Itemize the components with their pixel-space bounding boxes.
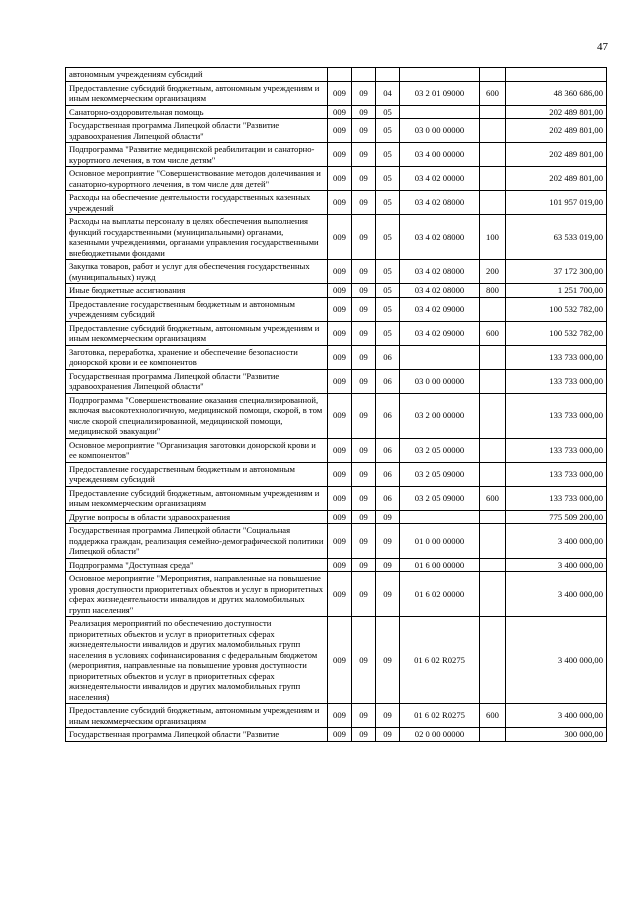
section-code-cell: 09 (352, 119, 376, 143)
ministry-code-cell: 009 (328, 438, 352, 462)
target-article-cell (400, 68, 480, 82)
row-name-cell: Государственная программа Липецкой области "Развитие (66, 728, 328, 742)
table-row (66, 393, 607, 438)
subsection-code-cell: 05 (376, 284, 400, 298)
expense-type-cell (480, 438, 506, 462)
row-name-cell: Реализация мероприятий по обеспечению доступности приоритетных объектов и услуг в приоритетных сферах жизнедеятельности инвалидов и других маломобильных групп населения в условиях софинансирования с федеральным бюджетом (мероприятия, направленные на повышение уровня доступности приоритетных объектов и услуг в приоритетных сферах жизнедеятельности инвалидов и других маломобильных групп населения) (66, 617, 328, 704)
amount-cell: 202 489 801,00 (506, 143, 607, 167)
subsection-code-cell: 09 (376, 558, 400, 572)
amount-cell: 3 400 000,00 (506, 572, 607, 617)
ministry-code-cell: 009 (328, 558, 352, 572)
expense-type-cell (480, 369, 506, 393)
expense-type-cell (480, 167, 506, 191)
expense-type-cell: 600 (480, 321, 506, 345)
target-article-cell: 01 0 00 00000 (400, 524, 480, 559)
amount-cell: 133 733 000,00 (506, 438, 607, 462)
table-row (66, 119, 607, 143)
section-code-cell: 09 (352, 524, 376, 559)
ministry-code-cell: 009 (328, 728, 352, 742)
expense-type-cell (480, 297, 506, 321)
section-code-cell: 09 (352, 486, 376, 510)
amount-cell: 1 251 700,00 (506, 284, 607, 298)
target-article-cell: 02 0 00 00000 (400, 728, 480, 742)
table-row (66, 704, 607, 728)
table-row (66, 486, 607, 510)
expense-type-cell: 200 (480, 260, 506, 284)
target-article-cell: 03 4 02 08000 (400, 284, 480, 298)
target-article-cell: 01 6 00 00000 (400, 558, 480, 572)
expense-type-cell (480, 143, 506, 167)
expense-type-cell (480, 572, 506, 617)
amount-cell: 133 733 000,00 (506, 486, 607, 510)
table-row (66, 572, 607, 617)
page-number: 47 (597, 41, 608, 53)
amount-cell: 133 733 000,00 (506, 345, 607, 369)
row-name-cell: Предоставление субсидий бюджетным, автономным учреждениям и иным некоммерческим организациям (66, 321, 328, 345)
row-name-cell: Предоставление субсидий бюджетным, автономным учреждениям и иным некоммерческим организациям (66, 486, 328, 510)
ministry-code-cell: 009 (328, 345, 352, 369)
ministry-code-cell: 009 (328, 284, 352, 298)
subsection-code-cell: 05 (376, 143, 400, 167)
ministry-code-cell: 009 (328, 704, 352, 728)
expense-type-cell (480, 393, 506, 438)
subsection-code-cell: 09 (376, 572, 400, 617)
ministry-code-cell: 009 (328, 105, 352, 119)
ministry-code-cell: 009 (328, 260, 352, 284)
expense-type-cell: 600 (480, 486, 506, 510)
row-name-cell: Предоставление субсидий бюджетным, автономным учреждениям и иным некоммерческим организациям (66, 81, 328, 105)
row-name-cell: Заготовка, переработка, хранение и обеспечение безопасности донорской крови и ее компонентов (66, 345, 328, 369)
expense-type-cell (480, 105, 506, 119)
amount-cell: 63 533 019,00 (506, 215, 607, 260)
section-code-cell: 09 (352, 462, 376, 486)
table-row (66, 524, 607, 559)
section-code-cell: 09 (352, 167, 376, 191)
table-row (66, 143, 607, 167)
amount-cell: 100 532 782,00 (506, 297, 607, 321)
section-code-cell (352, 68, 376, 82)
ministry-code-cell: 009 (328, 486, 352, 510)
row-name-cell: Государственная программа Липецкой области "Развитие здравоохранения Липецкой области" (66, 119, 328, 143)
amount-cell: 3 400 000,00 (506, 558, 607, 572)
target-article-cell (400, 510, 480, 524)
target-article-cell: 03 4 02 08000 (400, 215, 480, 260)
row-name-cell: Основное мероприятие "Организация заготовки донорской крови и ее компонентов" (66, 438, 328, 462)
section-code-cell: 09 (352, 345, 376, 369)
table-row (66, 297, 607, 321)
section-code-cell: 09 (352, 105, 376, 119)
row-name-cell: Предоставление субсидий бюджетным, автономным учреждениям и иным некоммерческим организациям (66, 704, 328, 728)
ministry-code-cell: 009 (328, 462, 352, 486)
section-code-cell: 09 (352, 143, 376, 167)
row-name-cell: Расходы на обеспечение деятельности государственных казенных учреждений (66, 191, 328, 215)
ministry-code-cell: 009 (328, 393, 352, 438)
table-row (66, 558, 607, 572)
ministry-code-cell: 009 (328, 617, 352, 704)
expense-type-cell (480, 68, 506, 82)
target-article-cell: 03 4 02 08000 (400, 260, 480, 284)
expense-type-cell: 100 (480, 215, 506, 260)
section-code-cell: 09 (352, 617, 376, 704)
expense-type-cell (480, 728, 506, 742)
table-row (66, 215, 607, 260)
table-row (66, 81, 607, 105)
amount-cell: 37 172 300,00 (506, 260, 607, 284)
section-code-cell: 09 (352, 284, 376, 298)
amount-cell: 3 400 000,00 (506, 704, 607, 728)
ministry-code-cell: 009 (328, 524, 352, 559)
amount-cell: 48 360 686,00 (506, 81, 607, 105)
target-article-cell: 03 4 02 00000 (400, 167, 480, 191)
subsection-code-cell: 09 (376, 704, 400, 728)
subsection-code-cell: 09 (376, 728, 400, 742)
ministry-code-cell: 009 (328, 572, 352, 617)
target-article-cell: 01 6 02 R0275 (400, 704, 480, 728)
expense-type-cell (480, 191, 506, 215)
ministry-code-cell: 009 (328, 369, 352, 393)
amount-cell: 133 733 000,00 (506, 462, 607, 486)
target-article-cell: 01 6 02 R0275 (400, 617, 480, 704)
expense-type-cell (480, 462, 506, 486)
amount-cell: 3 400 000,00 (506, 524, 607, 559)
expense-type-cell (480, 119, 506, 143)
row-name-cell: Другие вопросы в области здравоохранения (66, 510, 328, 524)
amount-cell: 100 532 782,00 (506, 321, 607, 345)
expense-type-cell: 600 (480, 81, 506, 105)
target-article-cell: 03 0 00 00000 (400, 119, 480, 143)
ministry-code-cell: 009 (328, 81, 352, 105)
amount-cell: 3 400 000,00 (506, 617, 607, 704)
section-code-cell: 09 (352, 215, 376, 260)
ministry-code-cell (328, 68, 352, 82)
subsection-code-cell: 06 (376, 369, 400, 393)
expense-type-cell (480, 558, 506, 572)
amount-cell: 101 957 019,00 (506, 191, 607, 215)
expense-type-cell (480, 510, 506, 524)
amount-cell: 133 733 000,00 (506, 393, 607, 438)
target-article-cell: 03 2 05 00000 (400, 438, 480, 462)
target-article-cell: 03 2 05 09000 (400, 462, 480, 486)
row-name-cell: Государственная программа Липецкой области "Социальная поддержка граждан, реализация семейно-демографической политики Липецкой области" (66, 524, 328, 559)
target-article-cell: 03 4 02 08000 (400, 191, 480, 215)
row-name-cell: Расходы на выплаты персоналу в целях обеспечения выполнения функций государственными (муниципальными) органами, казенными учреждениями, органами управления государственными внебюджетными фондами (66, 215, 328, 260)
table-row (66, 105, 607, 119)
target-article-cell: 03 0 00 00000 (400, 369, 480, 393)
subsection-code-cell: 09 (376, 510, 400, 524)
table-row (66, 438, 607, 462)
target-article-cell: 01 6 02 00000 (400, 572, 480, 617)
row-name-cell: Основное мероприятие "Мероприятия, направленные на повышение уровня доступности приоритетных объектов и услуг в приоритетных сферах жизнедеятельности инвалидов и других маломобильных групп населения" (66, 572, 328, 617)
section-code-cell: 09 (352, 558, 376, 572)
row-name-cell: Закупка товаров, работ и услуг для обеспечения государственных (муниципальных) нужд (66, 260, 328, 284)
target-article-cell: 03 4 02 09000 (400, 321, 480, 345)
ministry-code-cell: 009 (328, 191, 352, 215)
row-name-cell: Предоставление государственным бюджетным и автономным учреждениям субсидий (66, 462, 328, 486)
subsection-code-cell: 05 (376, 297, 400, 321)
budget-table (65, 67, 607, 742)
table-row (66, 510, 607, 524)
section-code-cell: 09 (352, 260, 376, 284)
subsection-code-cell (376, 68, 400, 82)
target-article-cell (400, 345, 480, 369)
subsection-code-cell: 05 (376, 321, 400, 345)
section-code-cell: 09 (352, 728, 376, 742)
amount-cell: 202 489 801,00 (506, 119, 607, 143)
table-row (66, 321, 607, 345)
subsection-code-cell: 05 (376, 105, 400, 119)
section-code-cell: 09 (352, 510, 376, 524)
expense-type-cell (480, 524, 506, 559)
table-row (66, 167, 607, 191)
expense-type-cell: 600 (480, 704, 506, 728)
section-code-cell: 09 (352, 572, 376, 617)
target-article-cell: 03 2 01 09000 (400, 81, 480, 105)
subsection-code-cell: 06 (376, 486, 400, 510)
target-article-cell: 03 4 02 09000 (400, 297, 480, 321)
row-name-cell: автономным учреждениям субсидий (66, 68, 328, 82)
subsection-code-cell: 05 (376, 215, 400, 260)
table-row (66, 617, 607, 704)
amount-cell: 775 509 200,00 (506, 510, 607, 524)
amount-cell: 202 489 801,00 (506, 105, 607, 119)
row-name-cell: Санаторно-оздоровительная помощь (66, 105, 328, 119)
amount-cell (506, 68, 607, 82)
table-row (66, 345, 607, 369)
table-row (66, 260, 607, 284)
ministry-code-cell: 009 (328, 510, 352, 524)
ministry-code-cell: 009 (328, 215, 352, 260)
row-name-cell: Государственная программа Липецкой области "Развитие здравоохранения Липецкой области" (66, 369, 328, 393)
expense-type-cell (480, 617, 506, 704)
subsection-code-cell: 05 (376, 167, 400, 191)
row-name-cell: Подпрограмма "Развитие медицинской реабилитации и санаторно-курортного лечения, в том числе детям" (66, 143, 328, 167)
row-name-cell: Основное мероприятие "Совершенствование методов долечивания и санаторно-курортного лечения, в том числе для детей" (66, 167, 328, 191)
expense-type-cell: 800 (480, 284, 506, 298)
target-article-cell: 03 2 00 00000 (400, 393, 480, 438)
subsection-code-cell: 06 (376, 438, 400, 462)
section-code-cell: 09 (352, 321, 376, 345)
table-row (66, 462, 607, 486)
row-name-cell: Подпрограмма "Доступная среда" (66, 558, 328, 572)
ministry-code-cell: 009 (328, 297, 352, 321)
subsection-code-cell: 04 (376, 81, 400, 105)
subsection-code-cell: 06 (376, 393, 400, 438)
subsection-code-cell: 06 (376, 462, 400, 486)
target-article-cell: 03 4 00 00000 (400, 143, 480, 167)
section-code-cell: 09 (352, 438, 376, 462)
table-row (66, 191, 607, 215)
table-row (66, 369, 607, 393)
subsection-code-cell: 06 (376, 345, 400, 369)
table-row (66, 284, 607, 298)
expense-type-cell (480, 345, 506, 369)
section-code-cell: 09 (352, 704, 376, 728)
amount-cell: 300 000,00 (506, 728, 607, 742)
table-row (66, 68, 607, 82)
target-article-cell (400, 105, 480, 119)
ministry-code-cell: 009 (328, 167, 352, 191)
subsection-code-cell: 05 (376, 260, 400, 284)
row-name-cell: Предоставление государственным бюджетным и автономным учреждениям субсидий (66, 297, 328, 321)
amount-cell: 202 489 801,00 (506, 167, 607, 191)
section-code-cell: 09 (352, 81, 376, 105)
section-code-cell: 09 (352, 369, 376, 393)
row-name-cell: Иные бюджетные ассигнования (66, 284, 328, 298)
target-article-cell: 03 2 05 09000 (400, 486, 480, 510)
ministry-code-cell: 009 (328, 143, 352, 167)
section-code-cell: 09 (352, 297, 376, 321)
section-code-cell: 09 (352, 393, 376, 438)
subsection-code-cell: 09 (376, 524, 400, 559)
row-name-cell: Подпрограмма "Совершенствование оказания специализированной, включая высокотехнологичную, медицинской помощи, скорой, в том числе скорой специализированной, медицинской помощи, медицинской эвакуации" (66, 393, 328, 438)
table-row (66, 728, 607, 742)
ministry-code-cell: 009 (328, 321, 352, 345)
section-code-cell: 09 (352, 191, 376, 215)
subsection-code-cell: 09 (376, 617, 400, 704)
subsection-code-cell: 05 (376, 119, 400, 143)
ministry-code-cell: 009 (328, 119, 352, 143)
amount-cell: 133 733 000,00 (506, 369, 607, 393)
subsection-code-cell: 05 (376, 191, 400, 215)
